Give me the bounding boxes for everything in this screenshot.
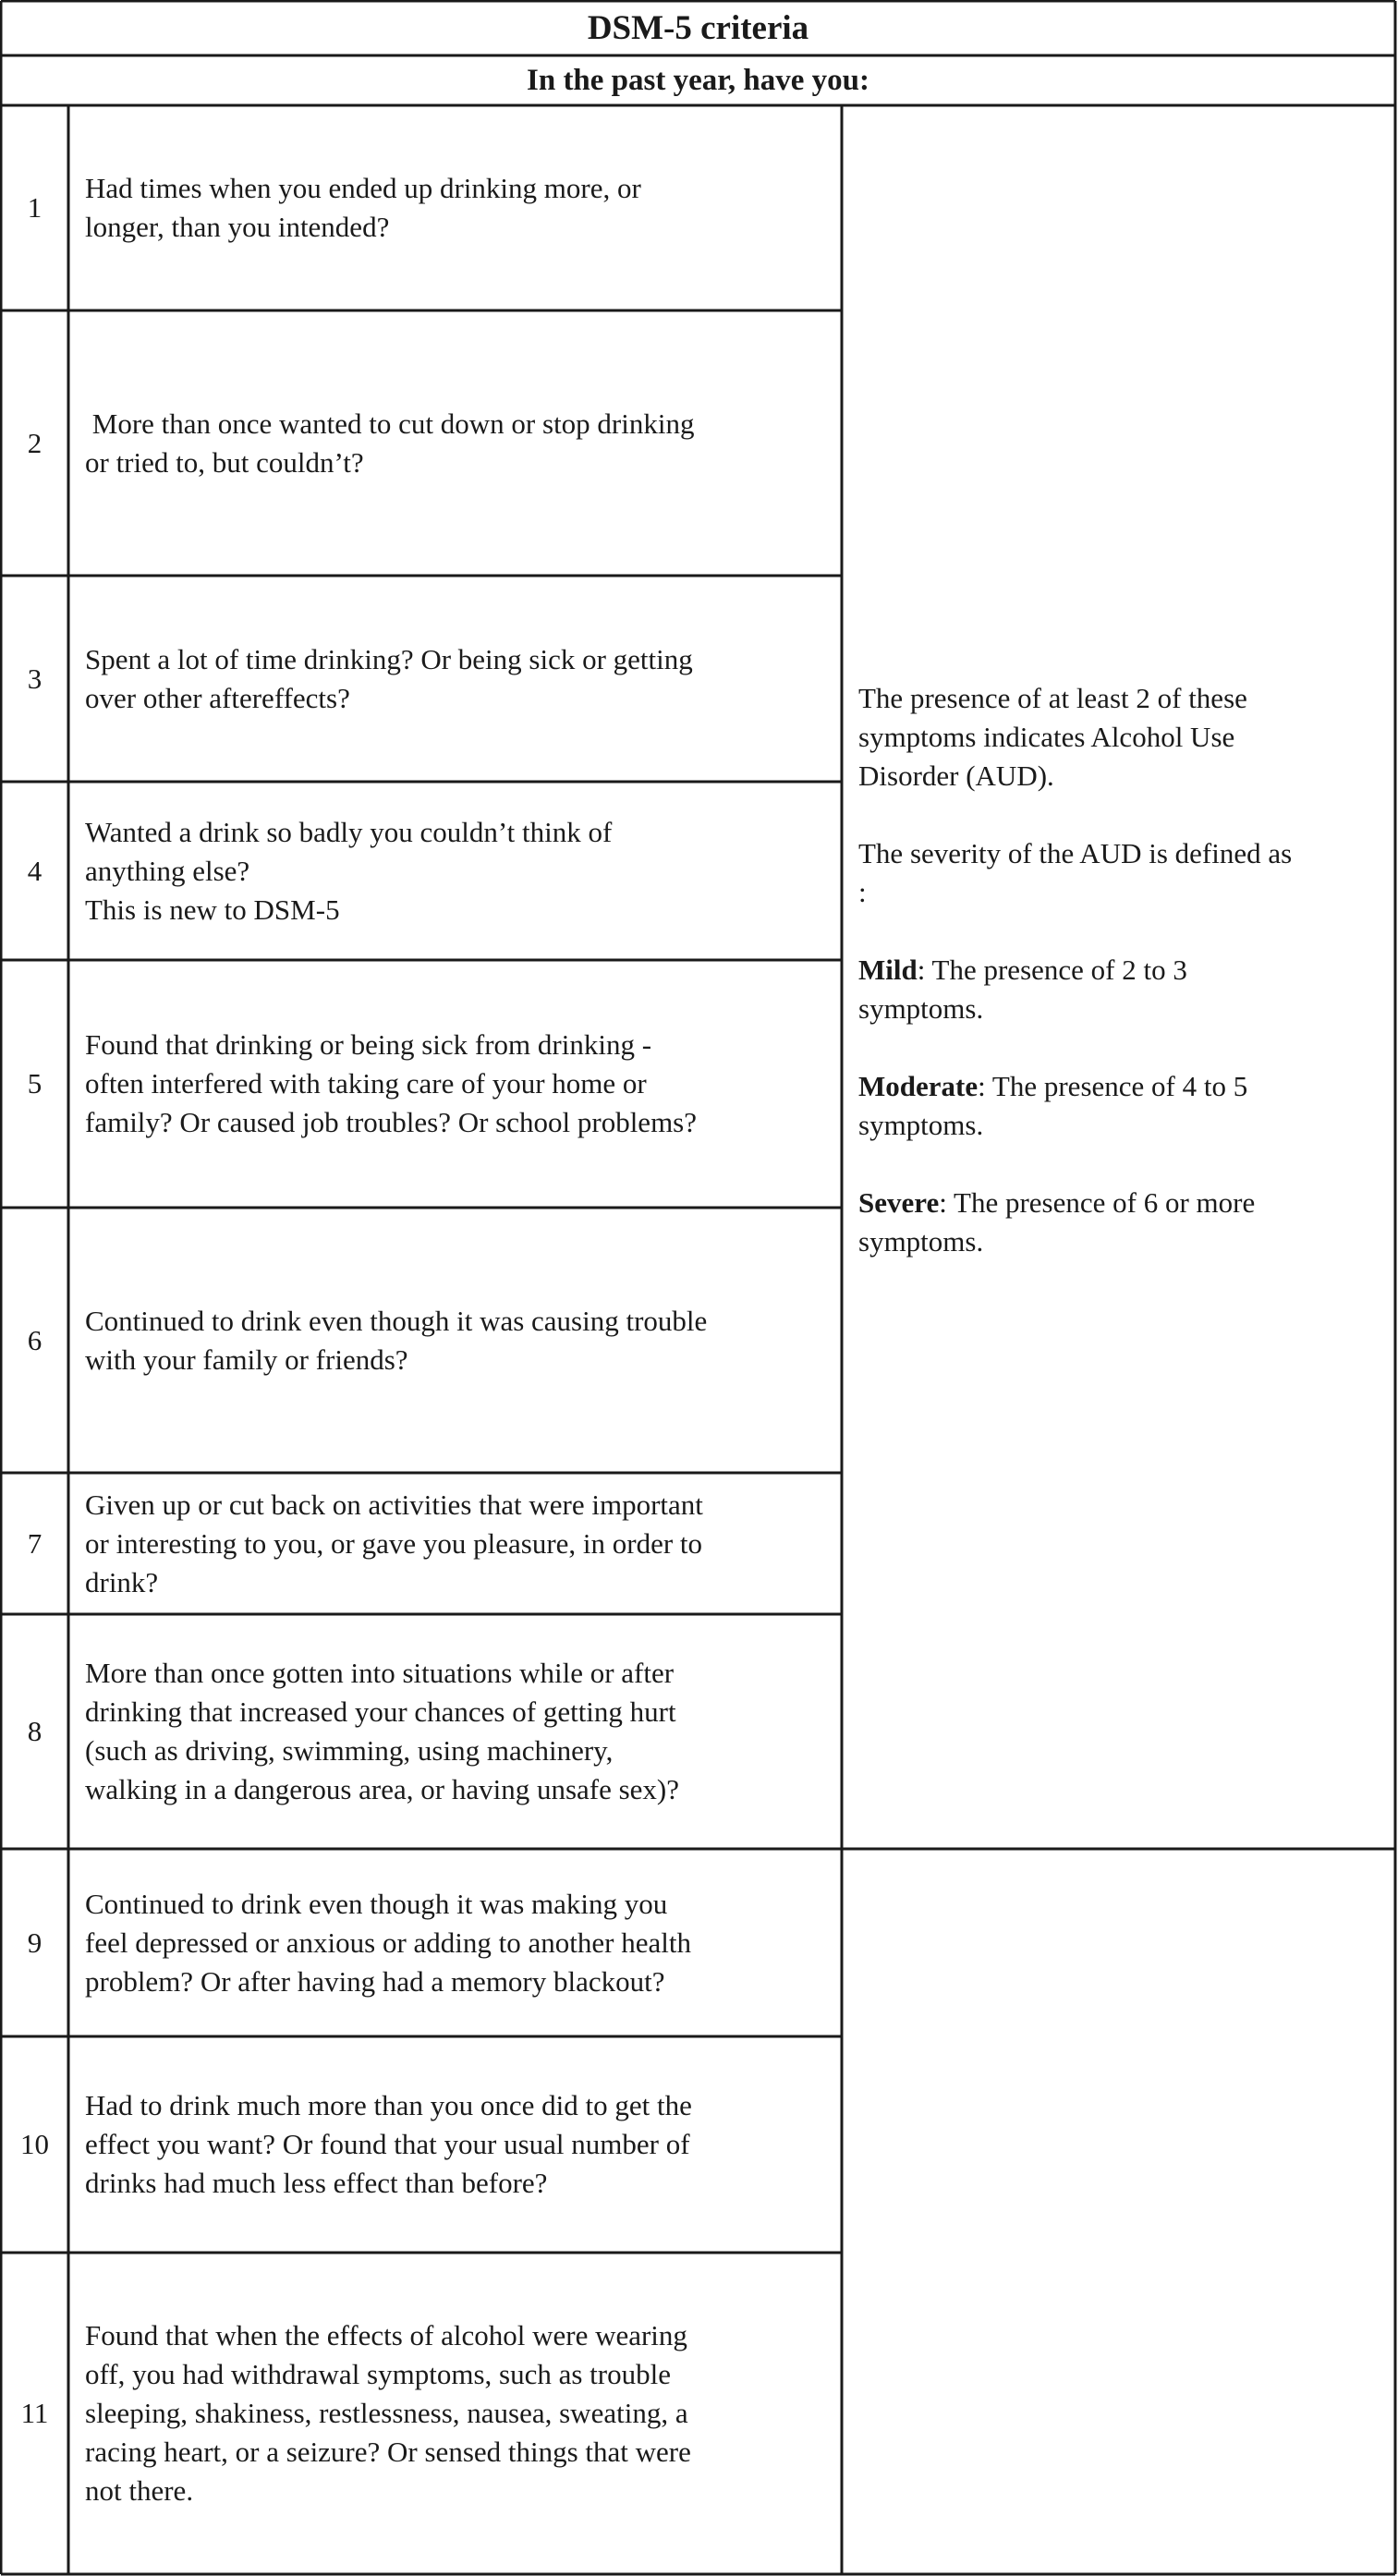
- criterion-question: [68, 2036, 842, 2253]
- criterion-number: 2: [27, 426, 43, 459]
- severity-intro-line: The presence of at least 2 of these: [858, 682, 1247, 714]
- criterion-number: 3: [27, 662, 43, 695]
- criterion-number: 8: [27, 1715, 43, 1747]
- criterion-number: 4: [27, 854, 43, 887]
- criterion-question: [68, 2253, 842, 2574]
- criterion-number: 9: [27, 1926, 43, 1959]
- criterion-line: drink?: [85, 1565, 159, 1598]
- criterion-line: Continued to drink even though it was making you: [85, 1887, 668, 1920]
- severity-level-label: Severe: [858, 1186, 940, 1219]
- severity-intro: [858, 679, 1382, 796]
- criterion-question: [68, 960, 842, 1208]
- severity-level-text: symptoms.: [858, 1109, 984, 1141]
- criterion-number: 5: [27, 1067, 43, 1100]
- criterion-line: problem? Or after having had a memory blackout?: [85, 1964, 665, 1998]
- criterion-number: 11: [20, 2397, 49, 2429]
- criterion-number: 7: [27, 1526, 43, 1560]
- criterion-line: walking in a dangerous area, or having unsafe sex)?: [85, 1773, 680, 1805]
- criterion-line: Continued to drink even though it was causing trouble: [85, 1304, 708, 1337]
- criterion-line: More than once wanted to cut down or stop drinking: [85, 407, 695, 440]
- criterion-number: 10: [20, 2128, 49, 2160]
- severity-level-severe: [858, 1184, 1382, 1261]
- criterion-line: drinking that increased your chances of getting hurt: [85, 1695, 676, 1728]
- severity-level-mild: [858, 951, 1382, 1028]
- empty-note-cell: [842, 1849, 1395, 2574]
- criterion-line: feel depressed or anxious or adding to another health: [85, 1926, 691, 1959]
- criterion-line: This is new to DSM-5: [85, 893, 340, 926]
- criterion-line: Wanted a drink so badly you couldn’t think of: [85, 815, 613, 848]
- severity-level-label: Mild: [858, 954, 918, 986]
- severity-level-text: : The presence of 6 or more: [939, 1186, 1256, 1219]
- criterion-line: More than once gotten into situations while or after: [85, 1657, 675, 1689]
- severity-definition-line: :: [858, 876, 867, 908]
- criterion-line: often interfered with taking care of your home or: [85, 1067, 647, 1100]
- severity-intro-line: symptoms indicates Alcohol Use: [858, 721, 1235, 753]
- criterion-line: effect you want? Or found that your usual number of: [85, 2128, 690, 2160]
- severity-level-text: symptoms.: [858, 992, 984, 1025]
- criterion-number: 6: [27, 1323, 43, 1356]
- criterion-question: [68, 576, 842, 782]
- severity-note: [842, 679, 1395, 1307]
- severity-level-text: symptoms.: [858, 1225, 984, 1258]
- criterion-line: with your family or friends?: [85, 1343, 408, 1376]
- criterion-line: family? Or caused job troubles? Or school problems?: [85, 1106, 698, 1138]
- criterion-question: [68, 1208, 842, 1473]
- criterion-line: anything else?: [85, 854, 250, 887]
- table-subtitle: In the past year, have you:: [527, 63, 869, 97]
- criterion-line: Spent a lot of time drinking? Or being sick or getting: [85, 642, 693, 675]
- criterion-line: not there.: [85, 2474, 194, 2507]
- criterion-line: Found that drinking or being sick from drinking -: [85, 1028, 652, 1061]
- severity-level-text: : The presence of 4 to 5: [978, 1070, 1248, 1102]
- criterion-line: racing heart, or a seizure? Or sensed things that were: [85, 2436, 691, 2468]
- criterion-line: over other aftereffects?: [85, 681, 350, 714]
- criterion-line: drinks had much less effect than before?: [85, 2167, 548, 2199]
- criterion-question: [68, 782, 842, 960]
- severity-intro-line: Disorder (AUD).: [858, 759, 1054, 792]
- criterion-line: Had to drink much more than you once did to get the: [85, 2089, 692, 2121]
- criterion-line: off, you had withdrawal symptoms, such as trouble: [85, 2358, 671, 2390]
- severity-level-moderate: [858, 1067, 1382, 1145]
- table-title: DSM-5 criteria: [587, 9, 809, 47]
- criterion-line: Found that when the effects of alcohol were wearing: [85, 2319, 687, 2351]
- criterion-line: or tried to, but couldn’t?: [85, 445, 364, 479]
- severity-definition: [858, 834, 1382, 912]
- criterion-number: 1: [27, 191, 43, 224]
- severity-level-label: Moderate: [858, 1070, 979, 1102]
- criterion-line: Given up or cut back on activities that were important: [85, 1488, 703, 1521]
- criterion-line: sleeping, shakiness, restlessness, nausea, sweating, a: [85, 2397, 688, 2429]
- criterion-question: [68, 1849, 842, 2036]
- criterion-question: [68, 1473, 842, 1614]
- criterion-line: or interesting to you, or gave you pleasure, in order to: [85, 1526, 703, 1560]
- severity-definition-line: The severity of the AUD is defined as: [858, 837, 1293, 869]
- criterion-question: [68, 310, 842, 576]
- criterion-line: (such as driving, swimming, using machinery,: [85, 1734, 614, 1767]
- criterion-line: longer, than you intended?: [85, 211, 390, 243]
- criterion-question: [68, 1614, 842, 1849]
- criterion-question: [68, 105, 842, 310]
- severity-level-text: : The presence of 2 to 3: [917, 954, 1187, 986]
- criterion-line: Had times when you ended up drinking more, or: [85, 172, 641, 204]
